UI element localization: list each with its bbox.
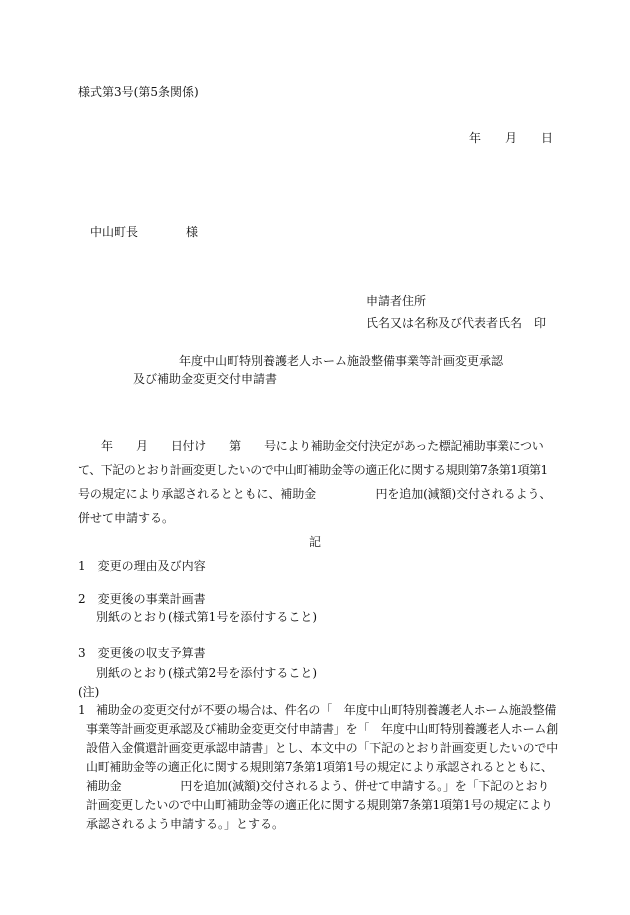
applicant-name-label: 氏名又は名称及び代表者氏名 印 — [366, 316, 547, 330]
note-line-4: 山町補助金等の適正化に関する規則第7条第1項第1号の規定により承認されるとともに、 — [86, 760, 553, 774]
note-line-2: 事業等計画変更承認及び補助金変更交付申請書」を「 年度中山町特別養護老人ホーム創 — [86, 722, 559, 736]
body-line-3: 号の規定により承認されるとともに、補助金 円を追加(減額)交付されるよう、 — [78, 487, 552, 501]
ki-marker: 記 — [309, 535, 322, 549]
note-line-6: 計画変更したいので中山町補助金等の適正化に関する規則第7条第1項第1号の規定により — [86, 798, 553, 812]
item-2-heading: 2 変更後の事業計画書 — [78, 592, 206, 606]
note-line-1: 補助金の変更交付が不要の場合は、件名の「 年度中山町特別養護老人ホーム施設整備 — [96, 703, 557, 717]
date-line: 年 月 日 — [468, 131, 553, 145]
applicant-address-label: 申請者住所 — [366, 294, 427, 308]
body-line-2: て、下記のとおり計画変更したいので中山町補助金等の適正化に関する規則第7条第1項第1 — [78, 463, 548, 477]
body-line-1: 年 月 日付け 第 号により補助金交付決定があった標記補助事業につい — [101, 439, 544, 453]
note-line-7: 承認されるよう申請する。」とする。 — [86, 817, 285, 831]
item-2-sub: 別紙のとおり(様式第1号を添付すること) — [96, 610, 317, 624]
note-label: (注) — [78, 685, 100, 699]
note-line-5: 補助金 円を追加(減額)交付されるよう、併せて申請する。」を「下記のとおり — [86, 779, 550, 793]
body-line-4: 併せて申請する。 — [78, 511, 175, 525]
item-3-sub: 別紙のとおり(様式第2号を添付すること) — [96, 666, 317, 680]
item-3-heading: 3 変更後の収支予算書 — [78, 646, 206, 660]
document-title-line1: 年度中山町特別養護老人ホーム施設整備事業等計画変更承認 — [179, 354, 504, 368]
note-line-3: 設借入金償還計画変更承認申請書」とし、本文中の「下記のとおり計画変更したいので中 — [86, 741, 559, 755]
note-number: 1 — [78, 703, 86, 717]
addressee: 中山町長 様 — [90, 225, 199, 239]
document-title-line2: 及び補助金変更交付申請書 — [133, 372, 278, 386]
form-label: 様式第3号(第5条関係) — [78, 85, 199, 99]
item-1-heading: 1 変更の理由及び内容 — [78, 559, 206, 573]
